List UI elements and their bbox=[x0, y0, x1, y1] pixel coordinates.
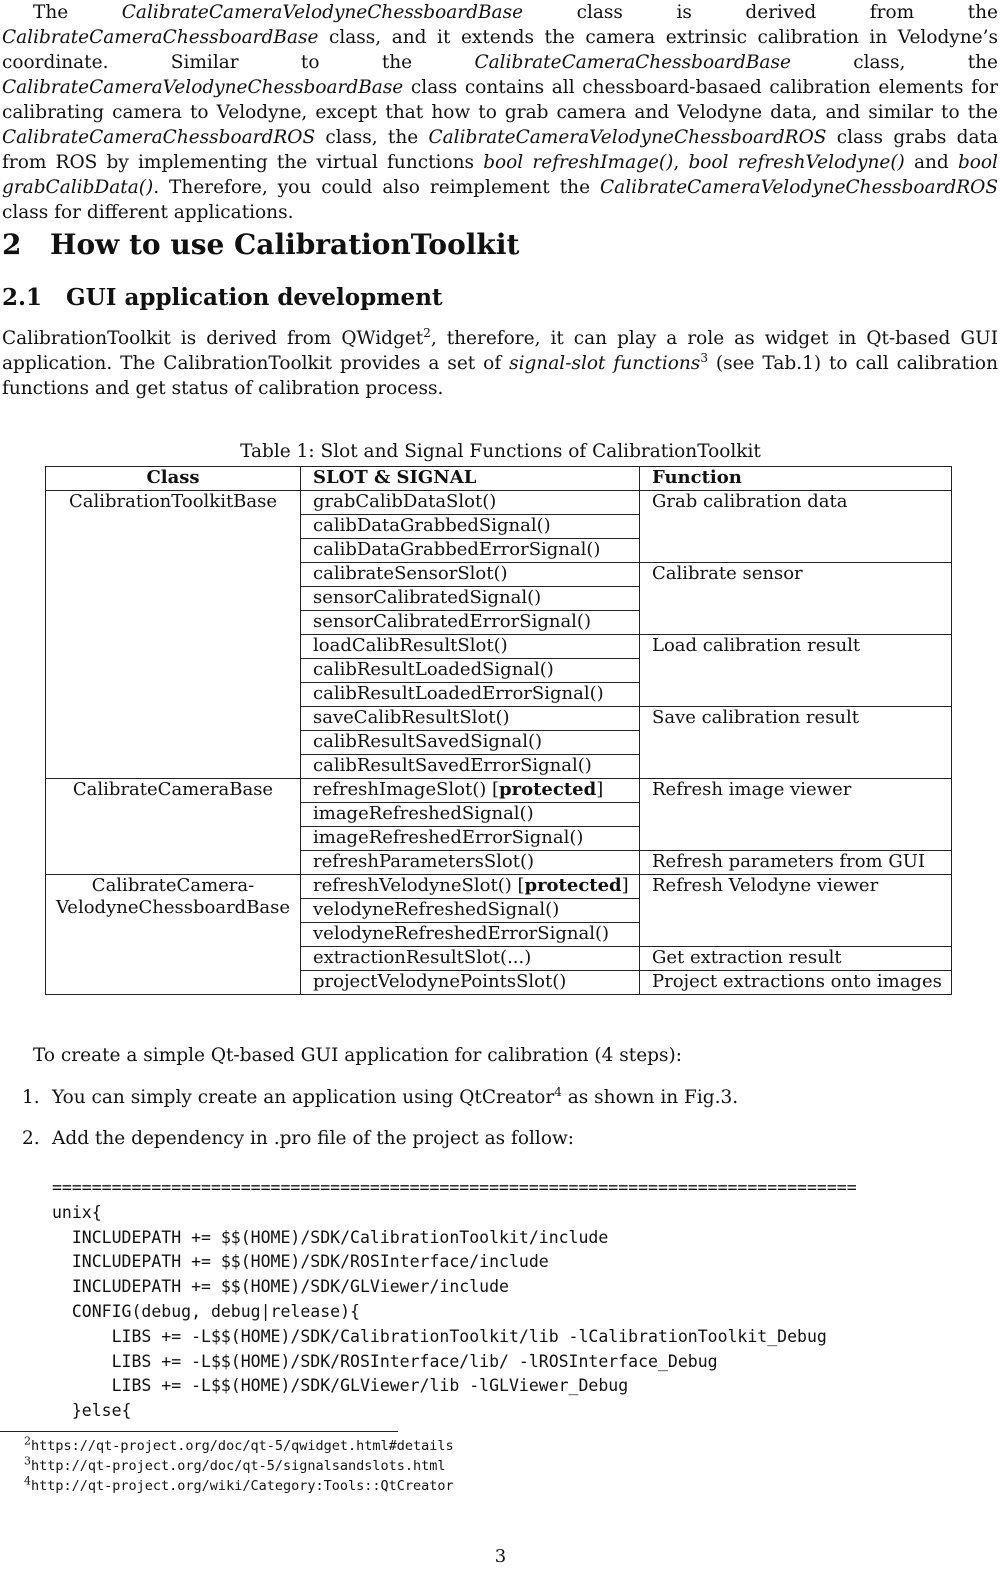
slot-signal-cell: grabCalibDataSlot() bbox=[301, 491, 640, 515]
text-run: You can simply create an application using QtCreator bbox=[52, 1087, 555, 1108]
text-run: class is derived from the bbox=[523, 2, 998, 23]
protected-tag: protected bbox=[524, 875, 622, 896]
text-run: The bbox=[33, 2, 122, 23]
text-run: class for different applications. bbox=[2, 202, 294, 223]
class-cell bbox=[46, 779, 301, 875]
function-cell: Refresh image viewer bbox=[640, 779, 952, 851]
footnote-url: https://qt-project.org/doc/qt-5/qwidget.html#details bbox=[31, 1438, 454, 1454]
step-item bbox=[22, 1085, 738, 1110]
function-cell: Project extractions onto images bbox=[640, 971, 952, 995]
slot-signal-cell: calibrateSensorSlot() bbox=[301, 563, 640, 587]
footnote-url: http://qt-project.org/wiki/Category:Tools::QtCreator bbox=[31, 1478, 454, 1494]
slot-signal-cell: imageRefreshedSignal() bbox=[301, 803, 640, 827]
slot-signal-cell: refreshImageSlot() [protected] bbox=[301, 779, 640, 803]
table-caption: Table 1: Slot and Signal Functions of CalibrationToolkit bbox=[240, 441, 761, 462]
function-cell: Load calibration result bbox=[640, 635, 952, 707]
class-cell bbox=[46, 491, 301, 779]
slot-signal-cell: sensorCalibratedSignal() bbox=[301, 587, 640, 611]
code-line: LIBS += -L$$(HOME)/SDK/GLViewer/lib -lGLViewer_Debug bbox=[52, 1376, 629, 1396]
text-run: class grabs data from ROS by implementing the virtual functions bbox=[2, 127, 998, 173]
code-line: INCLUDEPATH += $$(HOME)/SDK/GLViewer/include bbox=[52, 1277, 509, 1297]
footnote-mark: 4 bbox=[554, 1084, 562, 1099]
code-line: INCLUDEPATH += $$(HOME)/SDK/CalibrationToolkit/include bbox=[52, 1227, 609, 1247]
section-number: 2 bbox=[2, 228, 22, 261]
slot-signal-cell: projectVelodynePointsSlot() bbox=[301, 971, 640, 995]
function-cell: Get extraction result bbox=[640, 947, 952, 971]
text-run: , therefore, it can play a role as widget in Qt-based GUI application. The CalibrationToolkit provides a set of bbox=[2, 328, 999, 374]
slot-signal-cell: calibDataGrabbedSignal() bbox=[301, 515, 640, 539]
intro-paragraph bbox=[2, 0, 998, 225]
class-name: CalibrateCamera- bbox=[91, 875, 255, 896]
subsection-heading bbox=[2, 284, 443, 311]
section-title: How to use CalibrationToolkit bbox=[50, 228, 520, 261]
text-run: class contains all chessboard-basaed calibration elements for calibrating camera to Velodyne, except that how to grab camera and Velodyne data, and similar to the bbox=[2, 77, 998, 123]
text-run: class, the bbox=[315, 127, 429, 148]
code-line: INCLUDEPATH += $$(HOME)/SDK/ROSInterface/include bbox=[52, 1252, 549, 1272]
section-heading bbox=[2, 228, 519, 261]
text-run: (see Tab.1) to call calibration functions and get status of calibration process. bbox=[2, 353, 998, 399]
italic-term: bool grabCalibData() bbox=[2, 152, 998, 198]
header-function: Function bbox=[640, 467, 952, 491]
code-line: unix{ bbox=[52, 1202, 102, 1222]
text-run: Add the dependency in .pro file of the project as follow: bbox=[52, 1128, 575, 1149]
slot-signal-cell: calibResultLoadedErrorSignal() bbox=[301, 683, 640, 707]
text-run: . Therefore, you could also reimplement the bbox=[153, 177, 601, 198]
slot-signal-cell: refreshVelodyneSlot() [protected] bbox=[301, 875, 640, 899]
slot-signal-cell: calibResultSavedSignal() bbox=[301, 731, 640, 755]
step-item bbox=[22, 1126, 574, 1151]
slot-signal-cell: velodyneRefreshedErrorSignal() bbox=[301, 923, 640, 947]
italic-term: CalibrateCameraChessboardBase bbox=[474, 52, 791, 73]
italic-term: bool refreshImage() bbox=[483, 152, 674, 173]
italic-term: bool refreshVelodyne() bbox=[688, 152, 905, 173]
slot-signal-cell: refreshParametersSlot() bbox=[301, 851, 640, 875]
slot-signal-cell: loadCalibResultSlot() bbox=[301, 635, 640, 659]
protected-tag: protected bbox=[499, 779, 597, 800]
code-line: }else{ bbox=[52, 1401, 132, 1421]
subsection-paragraph bbox=[2, 326, 998, 401]
italic-term: CalibrateCameraVelodyneChessboardROS bbox=[428, 127, 827, 148]
italic-term: CalibrateCameraVelodyneChessboardBase bbox=[2, 77, 404, 98]
slot-signal-cell: sensorCalibratedErrorSignal() bbox=[301, 611, 640, 635]
footnote-mark: 3 bbox=[24, 1454, 31, 1468]
function-cell: Grab calibration data bbox=[640, 491, 952, 563]
function-cell: Calibrate sensor bbox=[640, 563, 952, 635]
header-class: Class bbox=[46, 467, 301, 491]
slot-signal-cell: extractionResultSlot(...) bbox=[301, 947, 640, 971]
slot-signal-cell: calibDataGrabbedErrorSignal() bbox=[301, 539, 640, 563]
function-cell: Save calibration result bbox=[640, 707, 952, 779]
slot-signal-cell: saveCalibResultSlot() bbox=[301, 707, 640, 731]
text-run: as shown in Fig.3. bbox=[561, 1087, 739, 1108]
slot-signal-cell: calibResultLoadedSignal() bbox=[301, 659, 640, 683]
footnote bbox=[24, 1454, 446, 1475]
table-header-row bbox=[46, 467, 952, 491]
italic-term: signal-slot functions bbox=[509, 353, 701, 374]
italic-term: CalibrateCameraChessboardBase bbox=[2, 27, 319, 48]
pro-file-code-block bbox=[52, 1176, 857, 1424]
slot-signal-cell: imageRefreshedErrorSignal() bbox=[301, 827, 640, 851]
footnote-mark: 3 bbox=[700, 350, 708, 365]
step-number: 1. bbox=[22, 1087, 40, 1108]
text-run: , bbox=[673, 152, 689, 173]
footnote bbox=[24, 1434, 454, 1455]
text-run: and bbox=[904, 152, 958, 173]
text-run: class, and it extends the camera extrinsic calibration in Velodyne’s coordinate. Similar to the bbox=[2, 27, 998, 73]
header-slot-signal: SLOT & SIGNAL bbox=[301, 467, 640, 491]
table-row bbox=[46, 779, 952, 803]
italic-term: CalibrateCameraVelodyneChessboardROS bbox=[600, 177, 998, 198]
footnote-url: http://qt-project.org/doc/qt-5/signalsandslots.html bbox=[31, 1458, 446, 1474]
footnote-rule bbox=[0, 1431, 398, 1432]
slot-signal-cell: calibResultSavedErrorSignal() bbox=[301, 755, 640, 779]
page-number: 3 bbox=[494, 1546, 507, 1567]
function-cell: Refresh Velodyne viewer bbox=[640, 875, 952, 947]
text-run: class, the bbox=[790, 52, 999, 73]
footnote bbox=[24, 1474, 454, 1495]
subsection-title: GUI application development bbox=[66, 284, 443, 311]
class-name: CalibrateCameraBase bbox=[72, 779, 274, 800]
code-line: LIBS += -L$$(HOME)/SDK/ROSInterface/lib/ -lROSInterface_Debug bbox=[52, 1351, 718, 1371]
code-line: CONFIG(debug, debug|release){ bbox=[52, 1301, 360, 1321]
class-name: CalibrationToolkitBase bbox=[68, 491, 278, 512]
class-cell bbox=[46, 875, 301, 995]
italic-term: CalibrateCameraChessboardROS bbox=[2, 127, 316, 148]
slot-signal-cell: velodyneRefreshedSignal() bbox=[301, 899, 640, 923]
footnote-mark: 2 bbox=[423, 325, 431, 340]
footnote-mark: 2 bbox=[24, 1434, 31, 1448]
table-row bbox=[46, 875, 952, 899]
text-run: CalibrationToolkit is derived from QWidget bbox=[2, 328, 424, 349]
italic-term: CalibrateCameraVelodyneChessboardBase bbox=[121, 2, 524, 23]
step-number: 2. bbox=[22, 1128, 40, 1149]
steps-intro: To create a simple Qt-based GUI application for calibration (4 steps): bbox=[33, 1045, 682, 1066]
function-cell: Refresh parameters from GUI bbox=[640, 851, 952, 875]
table-row bbox=[46, 491, 952, 515]
code-line: ================================================================================= bbox=[52, 1178, 857, 1197]
class-name: VelodyneChessboardBase bbox=[55, 897, 291, 918]
code-line: LIBS += -L$$(HOME)/SDK/CalibrationToolkit/lib -lCalibrationToolkit_Debug bbox=[52, 1326, 827, 1346]
slot-signal-table bbox=[45, 466, 952, 995]
footnote-mark: 4 bbox=[24, 1474, 31, 1488]
subsection-number: 2.1 bbox=[2, 284, 43, 311]
